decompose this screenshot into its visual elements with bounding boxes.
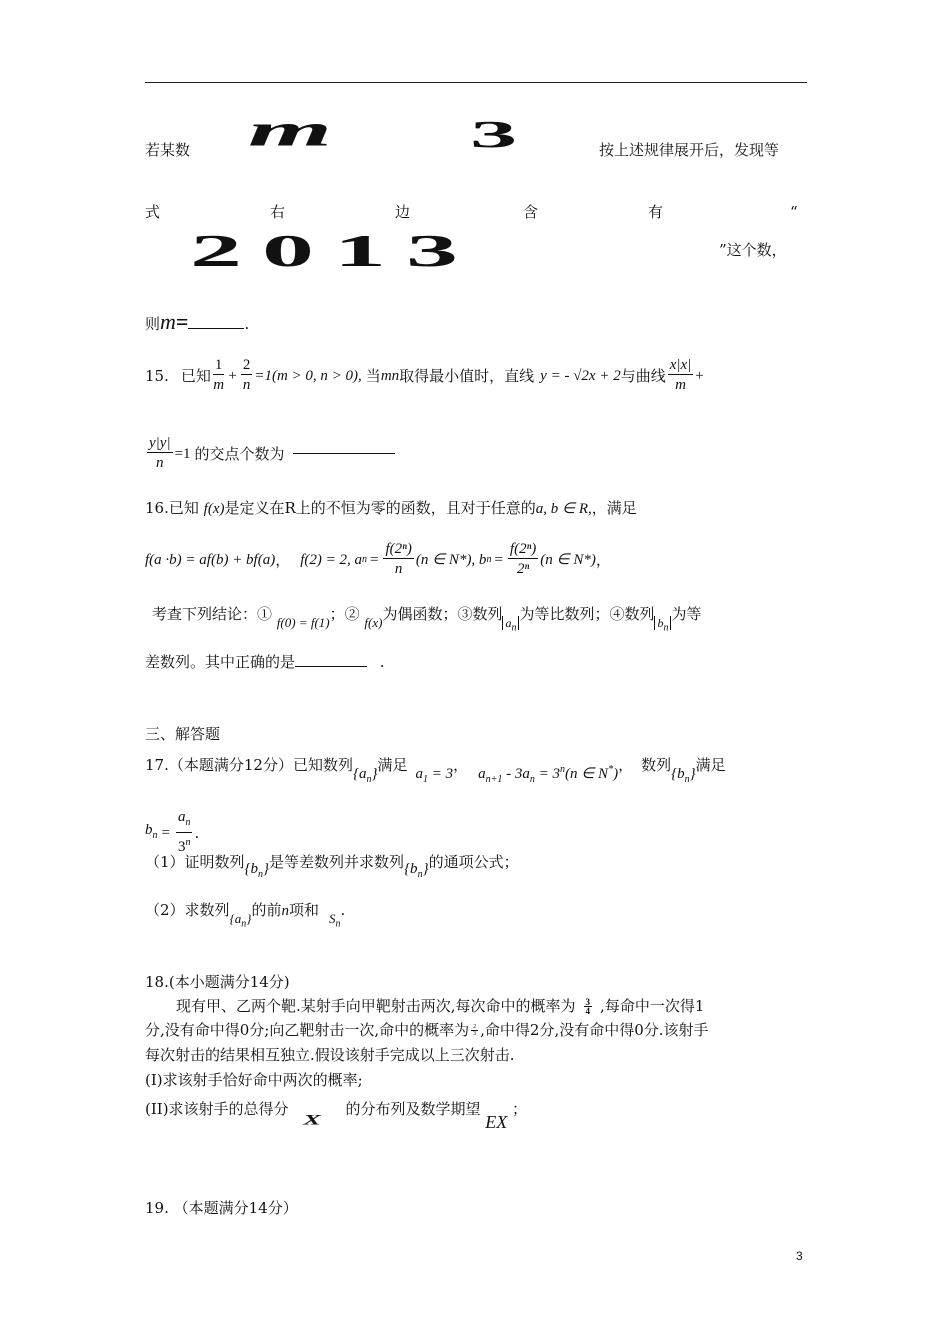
q18-line1 — [176, 996, 704, 1016]
q17-p1-a: （1）证明数列 — [145, 853, 245, 871]
q18-l1-a: 现有甲、乙两个靶.某射手向甲靶射击两次,每次命中的概率为 — [176, 997, 576, 1015]
q18-ii-a: (II)求该射手的总得分 — [145, 1100, 289, 1118]
q15-curve-text: 与曲线 — [620, 366, 666, 385]
q15-line1 — [145, 356, 704, 395]
q16-sep2: ， — [595, 550, 611, 569]
q17-sep2: ， — [618, 756, 634, 774]
q16-known: 已知 — [168, 499, 199, 517]
q16-line2 — [145, 540, 611, 579]
q17-sep: ， — [453, 756, 469, 774]
q18-l2-b: ,命中得2分,没有命中得0分.该射手 — [480, 1021, 709, 1039]
q14-answer-line — [145, 309, 250, 334]
q16-satisfy: ，满足 — [591, 499, 637, 517]
q16-sep1: ， — [275, 550, 291, 569]
q16-bn-cond: (n ∈ N*) — [540, 551, 596, 568]
q18-prob-a-num: 3 — [585, 996, 591, 1007]
q16-bn-num: f(2ⁿ) — [509, 541, 537, 557]
q16-line4-text: 差数列。其中正确的是 — [145, 653, 296, 671]
q17-satisfy: 满足 — [377, 756, 408, 774]
q15-frac2 — [241, 356, 253, 395]
q16-an-den: n — [394, 561, 403, 577]
q15-plus: + — [228, 367, 237, 384]
q17-p1-bn: $\{b_n\}$ — [244, 861, 270, 880]
q17-bn-intro: 数列 — [641, 756, 672, 774]
q17-p2-c: 项和 — [288, 901, 319, 919]
q16-an-cond: (n ∈ N*), b — [415, 551, 487, 568]
q17-def-end: . — [194, 823, 200, 842]
q16-bn-frac — [508, 540, 538, 579]
q15-curve-frac2-den: n — [156, 455, 164, 471]
q17-part2 — [145, 900, 346, 930]
q17-p2-S: $S_n$ — [328, 911, 341, 930]
q16-c3-post: 为等比数列；④数列 — [519, 605, 655, 623]
q18-part1: (I)求该射手恰好命中两次的概率; — [145, 1071, 363, 1089]
q17-def-eq: = — [161, 824, 170, 841]
q14-row2-1: 右 — [270, 203, 286, 221]
q17-def-num: $a_n$ — [176, 808, 193, 833]
q18-prob-a — [584, 998, 593, 1015]
q15-mn: mn — [380, 367, 400, 384]
q16-c4-post: 为等 — [671, 605, 702, 623]
q17-p1-bn2: $\{b_n\}$ — [404, 861, 429, 880]
q18-head: 18.(本小题满分14分) — [145, 973, 290, 991]
q15-cond: =1(m > 0, n > 0), — [254, 367, 362, 384]
q16-func-eq: f(a ·b) = af(b) + bf(a) — [145, 551, 276, 568]
q16-an-num: f(2ⁿ) — [385, 541, 412, 557]
q15-curve-frac2-num: y|y| — [149, 435, 171, 451]
q15-frac1 — [213, 356, 225, 395]
q14-lead: 若某数 — [145, 141, 191, 159]
q18-prob-b — [471, 1024, 478, 1037]
q16-line1 — [145, 498, 637, 519]
q16-c2-post: 为偶函数；③数列 — [382, 605, 503, 623]
q17-p2-a: （2）求数列 — [145, 901, 230, 919]
q14-answer-end: . — [244, 315, 250, 333]
q14-quote-tail: ”这个数， — [719, 241, 787, 259]
q16-an-sub: n — [362, 553, 368, 565]
q14-big-number: 2013 — [190, 225, 478, 276]
q14-answer-prefix: 则 — [145, 315, 161, 333]
q18-ii-EX: EX — [485, 1112, 508, 1132]
q16-c1: f(0) = f(1) — [276, 615, 330, 630]
q18-l1-b: ,每命中一次得1 — [600, 997, 705, 1015]
q14-answer-blank — [188, 328, 244, 329]
q14-row2-2: 边 — [395, 203, 411, 221]
q16-number: 16. — [145, 499, 169, 517]
q15-frac2-num: 2 — [242, 357, 251, 373]
q18-prob-a-den: 4 — [585, 1005, 591, 1016]
q16-fx: f(x) — [203, 501, 225, 517]
q15-ask: 的交点个数为 — [194, 444, 285, 463]
q15-curve-frac2 — [147, 434, 173, 473]
q17-p1-b: 是等差数列并求数列 — [269, 853, 405, 871]
q15-number: 15. — [145, 366, 169, 385]
q14-big-cube: 3 — [470, 113, 518, 156]
q15-curve-frac1-num: x|x| — [669, 357, 692, 373]
q17-bn: $\{b_n\}$ — [671, 766, 696, 785]
q15-when: 当 — [365, 366, 381, 385]
q15-line-eq: y = - √2x + 2 — [540, 367, 621, 384]
q16-bn-den: 2ⁿ — [516, 561, 530, 577]
q17-p1-c: 的通项公式； — [428, 853, 519, 871]
q18-ii-b: 的分布列及数学期望 — [345, 1100, 481, 1118]
q14-row2-3: 含 — [523, 203, 539, 221]
q15-line2 — [145, 434, 395, 473]
q15-curve-plus: + — [695, 367, 704, 384]
q17-def-frac — [176, 808, 193, 857]
q16-line3 — [152, 604, 702, 634]
q15-frac1-den: m — [213, 377, 225, 393]
q15-curve-eq: =1 — [174, 445, 191, 462]
q16-line4 — [145, 652, 385, 672]
q16-answer-blank — [295, 666, 367, 667]
q15-frac1-num: 1 — [214, 357, 223, 373]
q18-prob-b-num: 2 — [473, 1023, 477, 1030]
q14-tail: 按上述规律展开后，发现等 — [599, 141, 780, 159]
section-heading: 三、解答题 — [145, 725, 221, 743]
q17-a1: $a_1 = 3$ — [415, 766, 454, 785]
q16-an-eq: = — [370, 551, 379, 568]
q17-part1 — [145, 852, 519, 879]
q16-ab: a, b ∈ R, — [535, 501, 592, 517]
q15-curve-frac1-den: m — [675, 377, 686, 393]
q17-bn-satisfy: 满足 — [695, 756, 726, 774]
q16-c3-seq: an — [502, 616, 519, 630]
q18-line2 — [145, 1020, 709, 1040]
q16-bn-sub: n — [486, 553, 492, 565]
q16-c2-pre: ；② — [329, 605, 360, 623]
q17-p2-end: . — [340, 901, 346, 919]
q15-frac2-den: n — [242, 377, 251, 393]
q14-row2-4: 有 — [648, 203, 664, 221]
q16-an-frac — [383, 540, 413, 579]
q15-answer-blank — [293, 453, 395, 454]
q18-line3: 每次射击的结果相互独立.假设该射手完成以上三次射击. — [145, 1046, 515, 1064]
q17-p2-n: n — [281, 903, 289, 919]
q18-ii-X: X — [303, 1111, 321, 1128]
q18-l2-a: 分,没有命中得0分;向乙靶射击一次,命中的概率为 — [145, 1021, 470, 1039]
q18-ii-end: ； — [512, 1100, 528, 1118]
q16-mid: 是定义在R上的不恒为零的函数，且对于任意的 — [224, 499, 536, 517]
q17-line1 — [145, 752, 726, 785]
q18-prob-b-den: 3 — [473, 1030, 477, 1037]
q17-an: $\{a_n\}$ — [352, 766, 378, 785]
q14-row2-0: 式 — [145, 203, 161, 221]
q17-p2-an: $\{a_n\}$ — [229, 911, 252, 930]
page-number: 3 — [796, 1249, 803, 1263]
q14-answer-eq: = — [175, 309, 189, 334]
q17-rec: $a_{n+1} - 3a_n = 3^n(n$ ∈ N*) — [478, 764, 619, 785]
q15-curve-frac1 — [668, 356, 694, 395]
q16-consider: 考查下列结论：① — [152, 605, 273, 623]
q19-head: 19. （本题满分14分） — [145, 1199, 298, 1217]
q16-c4-seq: bn — [654, 616, 671, 630]
q16-c2: f(x) — [364, 615, 383, 630]
q16-f2: f(2) = 2, a — [300, 551, 363, 568]
q14-answer-m: m — [160, 309, 176, 334]
q17-def — [145, 808, 199, 857]
q17-head: 17.（本题满分12分）已知数列 — [145, 756, 353, 774]
q17-p2-b: 的前 — [251, 901, 282, 919]
q17-def-den: 3$^n$ — [177, 837, 191, 855]
q17-def-b: $b_n$ — [145, 821, 158, 841]
q16-bn-eq: = — [494, 551, 503, 568]
q14-row2-5: “ — [790, 203, 798, 221]
q14-big-m: m — [248, 105, 329, 156]
q15-known: 已知 — [180, 366, 211, 385]
q18-part2 — [145, 1096, 528, 1132]
header-rule — [145, 82, 807, 83]
q16-line4-end: . — [379, 653, 385, 671]
q15-min-text: 取得最小值时，直线 — [399, 366, 535, 385]
